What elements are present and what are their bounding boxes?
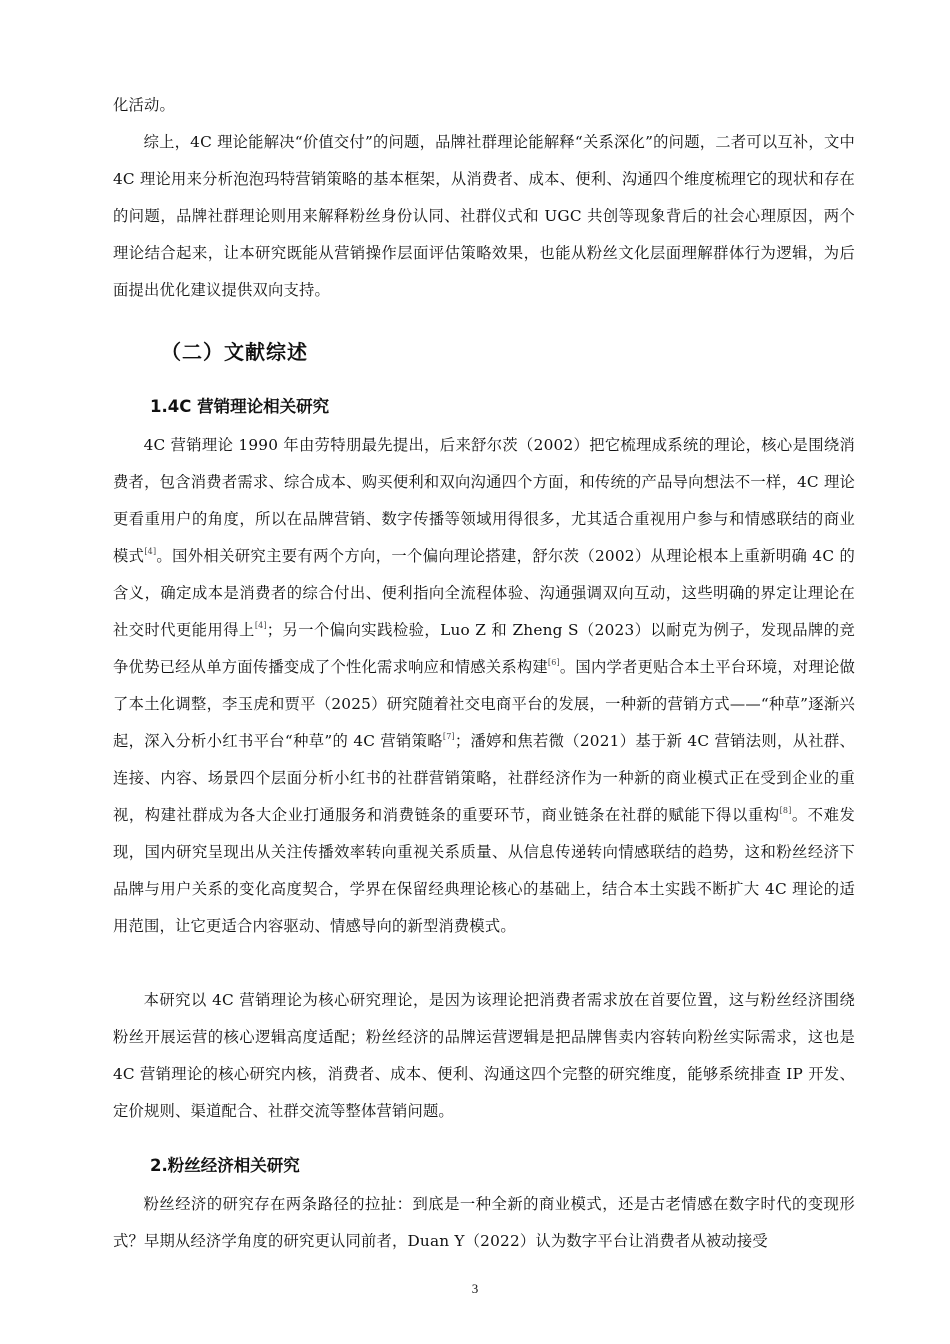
paragraph-study-rationale: 本研究以 4C 营销理论为核心研究理论，是因为该理论把消费者需求放在首要位置，这与粉丝经济围绕粉丝开展运营的核心逻辑高度适配；粉丝经济的品牌运营逻辑是把品牌售卖内容转向粉丝实际需求，这也是 4C 营销理论的核心研究内核，消费者、成本、便利、沟通这四个完整的研究维度，能够系统排查 IP 开发、定价规则、渠道配合、社群交流等整体营销问题。 (113, 991, 855, 1120)
text-segment: 4C 营销理论 1990 年由劳特朋最先提出，后来舒尔茨（2002）把它梳理成系统的理论，核心是围绕消费者，包含消费者需求、综合成本、购买便利和双向沟通四个方面，和传统的产品导向想法不一样，4C 理论更看重用户的角度，所以在品牌营销、数字传播等领域用得很多，尤其适合重视用户参与和情感联结的商业模式 (113, 436, 855, 565)
subsection-heading-fan-economy: 2.粉丝经济相关研究 (150, 1156, 300, 1175)
text-segment: 。国外相关研究主要有两个方向，一个偏向理论搭建，舒尔茨（2002）从理论根本上重新明确 4C 的含义，确定成本是消费者的综合付出、便利指向全流程体验、沟通强调双向互动，这些明确的界定让理论在社交时代更能用得上 (113, 547, 855, 639)
page-number: 3 (471, 1281, 479, 1296)
text-segment: ；潘婷和焦若微（2021）基于新 4C 营销法则，从社群、连接、内容、场景四个层面分析小红书的社群营销策略，社群经济作为一种新的商业模式正在受到企业的重视，构建社群成为各大企业打通服务和消费链条的重要环节，商业链条在社群的赋能下得以重构 (113, 732, 855, 824)
paragraph-4c-research (113, 427, 855, 945)
text-segment: 。不难发现，国内研究呈现出从关注传播效率转向重视关系质量、从信息传递转向情感联结的趋势，这和粉丝经济下品牌与用户关系的变化高度契合，学界在保留经典理论核心的基础上，结合本土实践不断扩大 4C 理论的适用范围，让它更适合内容驱动、情感导向的新型消费模式。 (113, 806, 855, 935)
paragraph-continuation: 化活动。 (113, 96, 175, 114)
citation-ref: [6] (547, 658, 560, 667)
citation-ref: [8] (779, 806, 792, 815)
text-segment: 。国内学者更贴合本土平台环境，对理论做了本土化调整，李玉虎和贾平（2025）研究随着社交电商平台的发展，一种新的营销方式——“种草”逐渐兴起，深入分析小红书平台“种草”的 4C 营销策略 (113, 658, 855, 750)
citation-ref: [4] (254, 621, 267, 630)
text-segment: ；另一个偏向实践检验，Luo Z 和 Zheng S（2023）以耐克为例子，发现品牌的竞争优势已经从单方面传播变成了个性化需求响应和情感关系构建 (113, 621, 855, 676)
paragraph-summary: 综上，4C 理论能解决“价值交付”的问题，品牌社群理论能解释“关系深化”的问题，二者可以互补，文中 4C 理论用来分析泡泡玛特营销策略的基本框架，从消费者、成本、便利、沟通四个维度梳理它的现状和存在的问题，品牌社群理论则用来解释粉丝身份认同、社群仪式和 UGC 共创等现象背后的社会心理原因，两个理论结合起来，让本研究既能从营销操作层面评估策略效果，也能从粉丝文化层面理解群体行为逻辑，为后面提出优化建议提供双向支持。 (113, 133, 855, 299)
section-heading-literature-review: （二）文献综述 (161, 340, 308, 364)
paragraph-fan-economy: 粉丝经济的研究存在两条路径的拉扯：到底是一种全新的商业模式，还是古老情感在数字时代的变现形式？早期从经济学角度的研究更认同前者，Duan Y（2022）认为数字平台让消费者从被动接受 (113, 1195, 855, 1250)
subsection-heading-4c: 1.4C 营销理论相关研究 (150, 397, 330, 416)
citation-ref: [4] (144, 547, 157, 556)
citation-ref: [7] (442, 732, 455, 741)
